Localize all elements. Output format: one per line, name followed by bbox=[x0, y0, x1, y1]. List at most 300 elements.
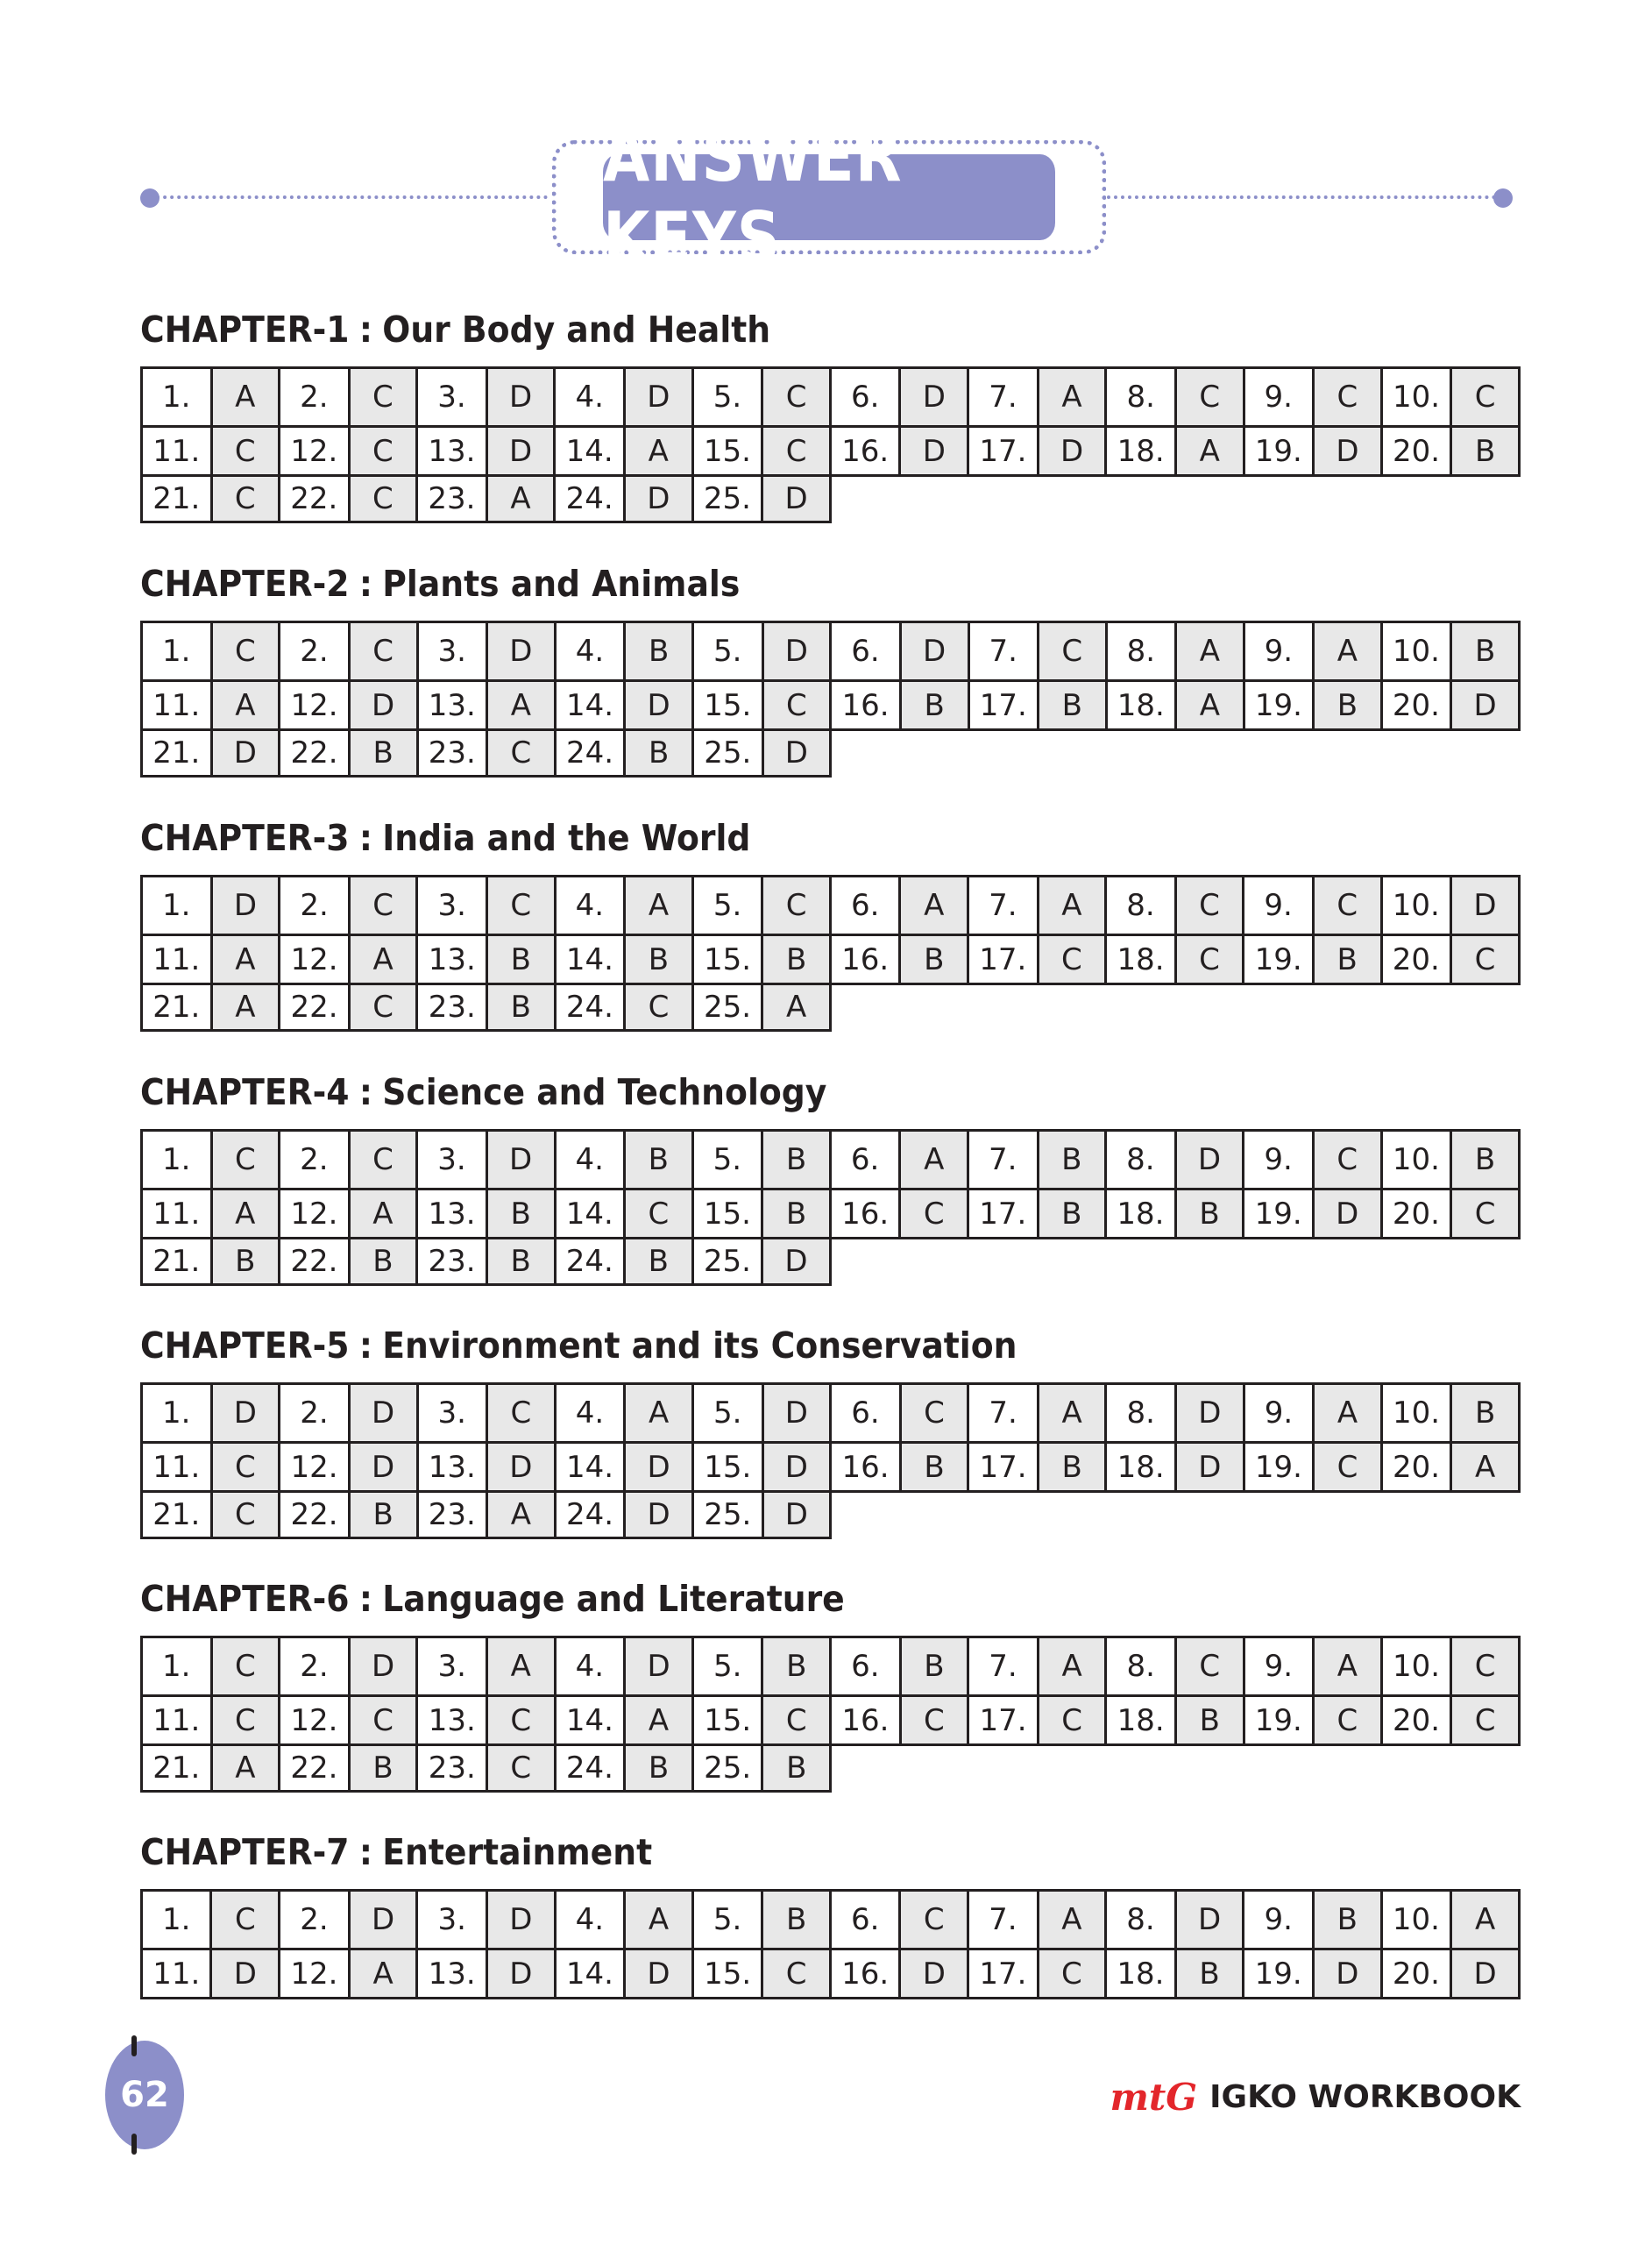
answer-table bbox=[140, 1129, 1521, 1286]
question-number-cell: 6. bbox=[830, 877, 900, 935]
empty-cell bbox=[1451, 476, 1520, 522]
answer-cell: A bbox=[487, 1492, 556, 1538]
chapter-section bbox=[140, 305, 1521, 523]
question-number-cell: 25. bbox=[692, 1239, 762, 1285]
answer-cell: B bbox=[1314, 681, 1382, 730]
answer-cell: B bbox=[900, 935, 968, 984]
workbook-title: IGKO WORKBOOK bbox=[1209, 2079, 1521, 2115]
question-number-cell: 19. bbox=[1244, 681, 1314, 730]
question-number-cell: 23. bbox=[417, 1745, 487, 1792]
table-row bbox=[142, 1189, 1520, 1239]
question-number-cell: 1. bbox=[142, 1384, 212, 1443]
question-number-cell: 15. bbox=[693, 1443, 763, 1492]
question-number-cell: 4. bbox=[555, 1637, 625, 1696]
question-number-cell: 20. bbox=[1381, 427, 1451, 476]
question-number-cell: 24. bbox=[555, 476, 625, 522]
question-number-cell: 12. bbox=[280, 427, 350, 476]
question-number-cell: 22. bbox=[280, 476, 350, 522]
question-number-cell: 11. bbox=[142, 1443, 212, 1492]
question-number-cell: 14. bbox=[555, 681, 625, 730]
table-row bbox=[142, 984, 1520, 1031]
question-number-cell: 23. bbox=[417, 1239, 487, 1285]
question-number-cell: 21. bbox=[142, 1745, 212, 1792]
question-number-cell: 17. bbox=[968, 1443, 1039, 1492]
answer-cell: D bbox=[211, 877, 280, 935]
empty-cell bbox=[1313, 1239, 1381, 1285]
answer-cell: B bbox=[900, 1443, 968, 1492]
answer-cell: C bbox=[211, 1696, 280, 1745]
answer-cell: B bbox=[486, 984, 555, 1031]
answer-cell: C bbox=[1038, 1949, 1106, 1999]
mtg-logo: mtG bbox=[1110, 2076, 1198, 2119]
question-number-cell: 5. bbox=[693, 1384, 763, 1443]
empty-cell bbox=[900, 1745, 968, 1792]
answer-cell: D bbox=[900, 622, 968, 681]
question-number-cell: 3. bbox=[417, 368, 487, 427]
dotted-rule-left bbox=[149, 195, 548, 199]
answer-cell: D bbox=[486, 427, 555, 476]
answer-cell: B bbox=[1451, 622, 1520, 681]
empty-cell bbox=[1451, 1745, 1520, 1792]
question-number-cell: 12. bbox=[280, 1189, 350, 1239]
empty-cell bbox=[900, 476, 968, 522]
question-number-cell: 25. bbox=[692, 984, 762, 1031]
question-number-cell: 17. bbox=[968, 427, 1039, 476]
answer-cell: C bbox=[211, 1637, 280, 1696]
empty-cell bbox=[1314, 1492, 1382, 1538]
empty-cell bbox=[1244, 730, 1314, 777]
question-number-cell: 3. bbox=[417, 622, 487, 681]
question-number-cell: 8. bbox=[1106, 622, 1176, 681]
empty-cell bbox=[1038, 1492, 1106, 1538]
chapter-name: India and the World bbox=[382, 817, 751, 859]
answer-cell: D bbox=[762, 1384, 831, 1443]
question-number-cell: 19. bbox=[1244, 1189, 1314, 1239]
table-row bbox=[142, 1637, 1520, 1696]
question-number-cell: 21. bbox=[142, 476, 212, 522]
table-row bbox=[142, 1696, 1520, 1745]
question-number-cell: 25. bbox=[692, 1745, 762, 1792]
question-number-cell: 18. bbox=[1106, 1189, 1176, 1239]
question-number-cell: 20. bbox=[1381, 1443, 1451, 1492]
table-row bbox=[142, 681, 1520, 730]
dotted-line-end-dot bbox=[1493, 188, 1513, 208]
question-number-cell: 2. bbox=[280, 1637, 350, 1696]
answer-cell: A bbox=[624, 427, 692, 476]
answer-cell: D bbox=[349, 1443, 417, 1492]
answer-cell: C bbox=[211, 476, 280, 522]
answer-cell: C bbox=[1175, 935, 1244, 984]
question-number-cell: 15. bbox=[692, 1696, 762, 1745]
answer-cell: B bbox=[1451, 1131, 1520, 1189]
answer-cell: A bbox=[211, 368, 280, 427]
answer-table bbox=[140, 621, 1521, 778]
question-number-cell: 8. bbox=[1106, 1131, 1176, 1189]
chapter-separator: : bbox=[358, 1831, 372, 1873]
question-number-cell: 9. bbox=[1244, 1131, 1314, 1189]
question-number-cell: 13. bbox=[417, 1949, 486, 1999]
answer-cell: C bbox=[1451, 368, 1520, 427]
answer-cell: B bbox=[900, 1637, 968, 1696]
question-number-cell: 7. bbox=[968, 1637, 1039, 1696]
question-number-cell: 11. bbox=[142, 1696, 212, 1745]
answer-cell: D bbox=[625, 1949, 693, 1999]
answer-cell: B bbox=[349, 1492, 417, 1538]
question-number-cell: 18. bbox=[1106, 427, 1176, 476]
answer-cell: A bbox=[211, 1745, 280, 1792]
empty-cell bbox=[1314, 1745, 1382, 1792]
question-number-cell: 4. bbox=[555, 622, 625, 681]
question-number-cell: 23. bbox=[417, 1492, 487, 1538]
answer-cell: A bbox=[211, 681, 280, 730]
answer-cell: D bbox=[1313, 1189, 1381, 1239]
question-number-cell: 11. bbox=[142, 427, 212, 476]
answer-cell: B bbox=[1175, 1696, 1244, 1745]
answer-cell: C bbox=[762, 1696, 831, 1745]
empty-cell bbox=[831, 730, 901, 777]
answer-cell: A bbox=[762, 984, 831, 1031]
answer-cell: C bbox=[1175, 877, 1244, 935]
question-number-cell: 25. bbox=[693, 1492, 763, 1538]
empty-cell bbox=[1038, 1745, 1106, 1792]
answer-cell: C bbox=[349, 1696, 417, 1745]
answer-cell: D bbox=[211, 1384, 280, 1443]
chapter-title bbox=[140, 1828, 1410, 1877]
empty-cell bbox=[830, 984, 900, 1031]
answer-table bbox=[140, 875, 1521, 1032]
empty-cell bbox=[900, 730, 968, 777]
empty-cell bbox=[1451, 1239, 1520, 1285]
question-number-cell: 4. bbox=[555, 1891, 624, 1949]
chapter-section bbox=[140, 1068, 1521, 1286]
table-row bbox=[142, 1131, 1520, 1189]
question-number-cell: 13. bbox=[417, 935, 487, 984]
answer-cell: B bbox=[762, 1131, 831, 1189]
answer-cell: A bbox=[1314, 622, 1382, 681]
empty-cell bbox=[1313, 984, 1381, 1031]
question-number-cell: 12. bbox=[280, 681, 350, 730]
question-number-cell: 17. bbox=[968, 935, 1039, 984]
question-number-cell: 17. bbox=[968, 681, 1039, 730]
question-number-cell: 25. bbox=[693, 730, 763, 777]
question-number-cell: 23. bbox=[417, 730, 487, 777]
question-number-cell: 24. bbox=[555, 1239, 625, 1285]
empty-cell bbox=[968, 730, 1039, 777]
empty-cell bbox=[968, 984, 1039, 1031]
empty-cell bbox=[1106, 1239, 1176, 1285]
chapter-section bbox=[140, 813, 1521, 1032]
chapter-number: CHAPTER-7 bbox=[140, 1831, 350, 1873]
answer-cell: C bbox=[762, 877, 831, 935]
answer-cell: D bbox=[349, 681, 417, 730]
answer-cell: A bbox=[625, 1384, 693, 1443]
question-number-cell: 24. bbox=[555, 984, 625, 1031]
question-number-cell: 24. bbox=[555, 730, 625, 777]
question-number-cell: 20. bbox=[1381, 1189, 1451, 1239]
question-number-cell: 14. bbox=[555, 1949, 624, 1999]
empty-cell bbox=[1176, 730, 1244, 777]
question-number-cell: 19. bbox=[1244, 427, 1314, 476]
answer-cell: A bbox=[486, 1637, 555, 1696]
answer-cell: C bbox=[1038, 935, 1106, 984]
question-number-cell: 15. bbox=[692, 427, 762, 476]
question-number-cell: 21. bbox=[142, 1492, 212, 1538]
answer-cell: A bbox=[349, 1949, 417, 1999]
chapter-section bbox=[140, 1828, 1521, 1999]
answer-cell: B bbox=[762, 1637, 831, 1696]
question-number-cell: 7. bbox=[968, 622, 1039, 681]
answer-keys-header bbox=[140, 116, 1521, 279]
answer-cell: C bbox=[1313, 877, 1381, 935]
chapter-title bbox=[140, 813, 1410, 863]
answer-cell: D bbox=[1451, 681, 1520, 730]
answer-cell: D bbox=[762, 622, 831, 681]
empty-cell bbox=[1381, 730, 1451, 777]
answer-cell: B bbox=[1175, 1949, 1244, 1999]
question-number-cell: 5. bbox=[692, 368, 762, 427]
question-number-cell: 2. bbox=[280, 1384, 350, 1443]
answer-cell: C bbox=[349, 984, 417, 1031]
answer-cell: D bbox=[625, 1492, 693, 1538]
chapter-number: CHAPTER-1 bbox=[140, 309, 350, 351]
question-number-cell: 18. bbox=[1106, 1696, 1176, 1745]
question-number-cell: 1. bbox=[142, 1637, 212, 1696]
chapter-number: CHAPTER-6 bbox=[140, 1578, 350, 1620]
question-number-cell: 6. bbox=[831, 622, 901, 681]
page-number-badge bbox=[105, 2041, 184, 2149]
question-number-cell: 3. bbox=[417, 1891, 486, 1949]
question-number-cell: 20. bbox=[1381, 935, 1451, 984]
question-number-cell: 23. bbox=[417, 476, 487, 522]
answer-cell: C bbox=[1451, 935, 1520, 984]
answer-cell: C bbox=[1314, 368, 1382, 427]
answer-cell: D bbox=[211, 1949, 280, 1999]
empty-cell bbox=[968, 1745, 1039, 1792]
table-row bbox=[142, 1891, 1520, 1949]
answer-cell: C bbox=[1038, 1696, 1106, 1745]
answer-cell: A bbox=[1176, 681, 1244, 730]
answer-cell: D bbox=[625, 681, 693, 730]
question-number-cell: 22. bbox=[280, 730, 350, 777]
answer-cell: A bbox=[1038, 1384, 1106, 1443]
answer-cell: D bbox=[1175, 1891, 1244, 1949]
answer-cell: C bbox=[762, 1949, 831, 1999]
question-number-cell: 6. bbox=[830, 1891, 899, 1949]
answer-cell: D bbox=[486, 1131, 555, 1189]
chapter-name: Our Body and Health bbox=[382, 309, 771, 351]
question-number-cell: 16. bbox=[831, 1443, 901, 1492]
empty-cell bbox=[1381, 1492, 1451, 1538]
question-number-cell: 3. bbox=[417, 1637, 487, 1696]
answer-cell: A bbox=[349, 1189, 417, 1239]
question-number-cell: 14. bbox=[555, 1696, 625, 1745]
answer-cell: D bbox=[1175, 1131, 1244, 1189]
question-number-cell: 17. bbox=[968, 1949, 1038, 1999]
empty-cell bbox=[1314, 476, 1382, 522]
answer-cell: C bbox=[211, 622, 280, 681]
chapter-title bbox=[140, 1321, 1410, 1370]
question-number-cell: 5. bbox=[693, 622, 763, 681]
answer-cell: C bbox=[1451, 1189, 1520, 1239]
question-number-cell: 13. bbox=[417, 1189, 487, 1239]
answer-cell: A bbox=[349, 935, 417, 984]
question-number-cell: 21. bbox=[142, 730, 212, 777]
question-number-cell: 20. bbox=[1381, 1949, 1450, 1999]
answer-cell: A bbox=[1038, 1891, 1106, 1949]
question-number-cell: 20. bbox=[1381, 681, 1451, 730]
answer-cell: D bbox=[486, 1891, 555, 1949]
empty-cell bbox=[1175, 984, 1244, 1031]
question-number-cell: 6. bbox=[831, 1637, 901, 1696]
question-number-cell: 3. bbox=[417, 1131, 487, 1189]
answer-cell: C bbox=[211, 1492, 280, 1538]
chapter-name: Language and Literature bbox=[382, 1578, 845, 1620]
question-number-cell: 7. bbox=[968, 1891, 1038, 1949]
answer-cell: C bbox=[349, 368, 417, 427]
dotted-rule-right bbox=[1107, 195, 1503, 199]
question-number-cell: 13. bbox=[417, 1696, 487, 1745]
answer-cell: C bbox=[1314, 1696, 1382, 1745]
answer-cell: C bbox=[349, 1131, 417, 1189]
answer-cell: A bbox=[211, 984, 280, 1031]
answer-cell: A bbox=[1314, 1384, 1382, 1443]
empty-cell bbox=[900, 1492, 968, 1538]
question-number-cell: 15. bbox=[692, 935, 762, 984]
answer-cell: C bbox=[1175, 1637, 1244, 1696]
answer-cell: B bbox=[625, 1239, 693, 1285]
answer-cell: C bbox=[1451, 1696, 1520, 1745]
empty-cell bbox=[900, 984, 968, 1031]
answer-cell: A bbox=[1038, 368, 1106, 427]
answer-table bbox=[140, 1382, 1521, 1539]
empty-cell bbox=[1175, 1745, 1244, 1792]
answer-cell: C bbox=[486, 877, 555, 935]
answer-cell: A bbox=[1038, 877, 1106, 935]
chapter-title bbox=[140, 1574, 1410, 1623]
question-number-cell: 6. bbox=[830, 1131, 900, 1189]
empty-cell bbox=[1175, 1492, 1244, 1538]
answer-cell: D bbox=[486, 1949, 555, 1999]
answer-cell: C bbox=[486, 1745, 555, 1792]
answer-table bbox=[140, 366, 1521, 523]
answer-cell: D bbox=[1451, 877, 1520, 935]
question-number-cell: 15. bbox=[692, 1949, 762, 1999]
question-number-cell: 11. bbox=[142, 935, 212, 984]
answer-cell: A bbox=[211, 1189, 280, 1239]
answer-cell: B bbox=[486, 1239, 555, 1285]
answer-cell: B bbox=[762, 935, 831, 984]
answer-cell: A bbox=[211, 935, 280, 984]
answer-cell: B bbox=[900, 681, 968, 730]
question-number-cell: 18. bbox=[1106, 1443, 1176, 1492]
question-number-cell: 10. bbox=[1381, 1131, 1451, 1189]
question-number-cell: 9. bbox=[1244, 1637, 1314, 1696]
empty-cell bbox=[1244, 476, 1314, 522]
answer-cell: D bbox=[487, 1443, 556, 1492]
empty-cell bbox=[1381, 476, 1451, 522]
empty-cell bbox=[1244, 1239, 1314, 1285]
empty-cell bbox=[1451, 984, 1520, 1031]
question-number-cell: 14. bbox=[555, 427, 625, 476]
answer-cell: D bbox=[349, 1891, 417, 1949]
answer-cell: B bbox=[486, 1189, 555, 1239]
question-number-cell: 13. bbox=[417, 681, 487, 730]
question-number-cell: 12. bbox=[280, 935, 350, 984]
chapter-separator: : bbox=[358, 817, 372, 859]
answer-cell: A bbox=[900, 1131, 968, 1189]
question-number-cell: 16. bbox=[830, 1949, 899, 1999]
question-number-cell: 19. bbox=[1244, 1949, 1313, 1999]
question-number-cell: 18. bbox=[1106, 1949, 1175, 1999]
question-number-cell: 8. bbox=[1106, 1637, 1176, 1696]
answer-cell: C bbox=[900, 1384, 968, 1443]
question-number-cell: 8. bbox=[1106, 368, 1176, 427]
answer-cell: C bbox=[211, 1891, 280, 1949]
answer-cell: C bbox=[349, 877, 417, 935]
chapter-section bbox=[140, 559, 1521, 778]
question-number-cell: 11. bbox=[142, 681, 212, 730]
answer-cell: D bbox=[487, 622, 556, 681]
chapter-separator: : bbox=[358, 563, 372, 605]
answer-table bbox=[140, 1889, 1521, 1999]
answer-cell: C bbox=[211, 1443, 280, 1492]
answer-cell: B bbox=[1038, 1131, 1106, 1189]
chapter-separator: : bbox=[358, 1324, 372, 1367]
answer-cell: B bbox=[762, 1745, 831, 1792]
question-number-cell: 6. bbox=[830, 368, 900, 427]
answer-cell: D bbox=[900, 368, 968, 427]
empty-cell bbox=[1244, 1745, 1314, 1792]
empty-cell bbox=[1175, 1239, 1244, 1285]
answer-cell: B bbox=[1451, 427, 1520, 476]
answer-cell: A bbox=[1451, 1891, 1520, 1949]
chapter-name: Plants and Animals bbox=[382, 563, 741, 605]
empty-cell bbox=[900, 1239, 968, 1285]
question-number-cell: 10. bbox=[1381, 1384, 1451, 1443]
answer-cell: D bbox=[762, 1239, 831, 1285]
question-number-cell: 9. bbox=[1244, 1384, 1314, 1443]
empty-cell bbox=[1381, 984, 1451, 1031]
answer-cell: C bbox=[1314, 1443, 1382, 1492]
table-row bbox=[142, 877, 1520, 935]
answer-cell: B bbox=[1038, 1189, 1106, 1239]
question-number-cell: 2. bbox=[280, 1131, 350, 1189]
answer-cell: C bbox=[487, 1384, 556, 1443]
question-number-cell: 22. bbox=[280, 1239, 350, 1285]
question-number-cell: 21. bbox=[142, 1239, 212, 1285]
question-number-cell: 17. bbox=[968, 1189, 1039, 1239]
question-number-cell: 6. bbox=[831, 1384, 901, 1443]
answer-cell: B bbox=[1451, 1384, 1520, 1443]
answer-cell: B bbox=[211, 1239, 280, 1285]
answer-cell: C bbox=[762, 368, 831, 427]
page-number: 62 bbox=[120, 2075, 169, 2115]
question-number-cell: 22. bbox=[280, 984, 350, 1031]
question-number-cell: 13. bbox=[417, 427, 487, 476]
question-number-cell: 16. bbox=[830, 935, 900, 984]
answer-cell: A bbox=[625, 1696, 693, 1745]
empty-cell bbox=[1106, 476, 1176, 522]
chapter-section bbox=[140, 1574, 1521, 1793]
answer-cell: D bbox=[762, 476, 831, 522]
question-number-cell: 7. bbox=[968, 1131, 1039, 1189]
table-row bbox=[142, 935, 1520, 984]
question-number-cell: 12. bbox=[280, 1949, 349, 1999]
empty-cell bbox=[968, 1492, 1039, 1538]
chapter-number: CHAPTER-5 bbox=[140, 1324, 350, 1367]
question-number-cell: 10. bbox=[1381, 1891, 1450, 1949]
question-number-cell: 15. bbox=[693, 681, 763, 730]
